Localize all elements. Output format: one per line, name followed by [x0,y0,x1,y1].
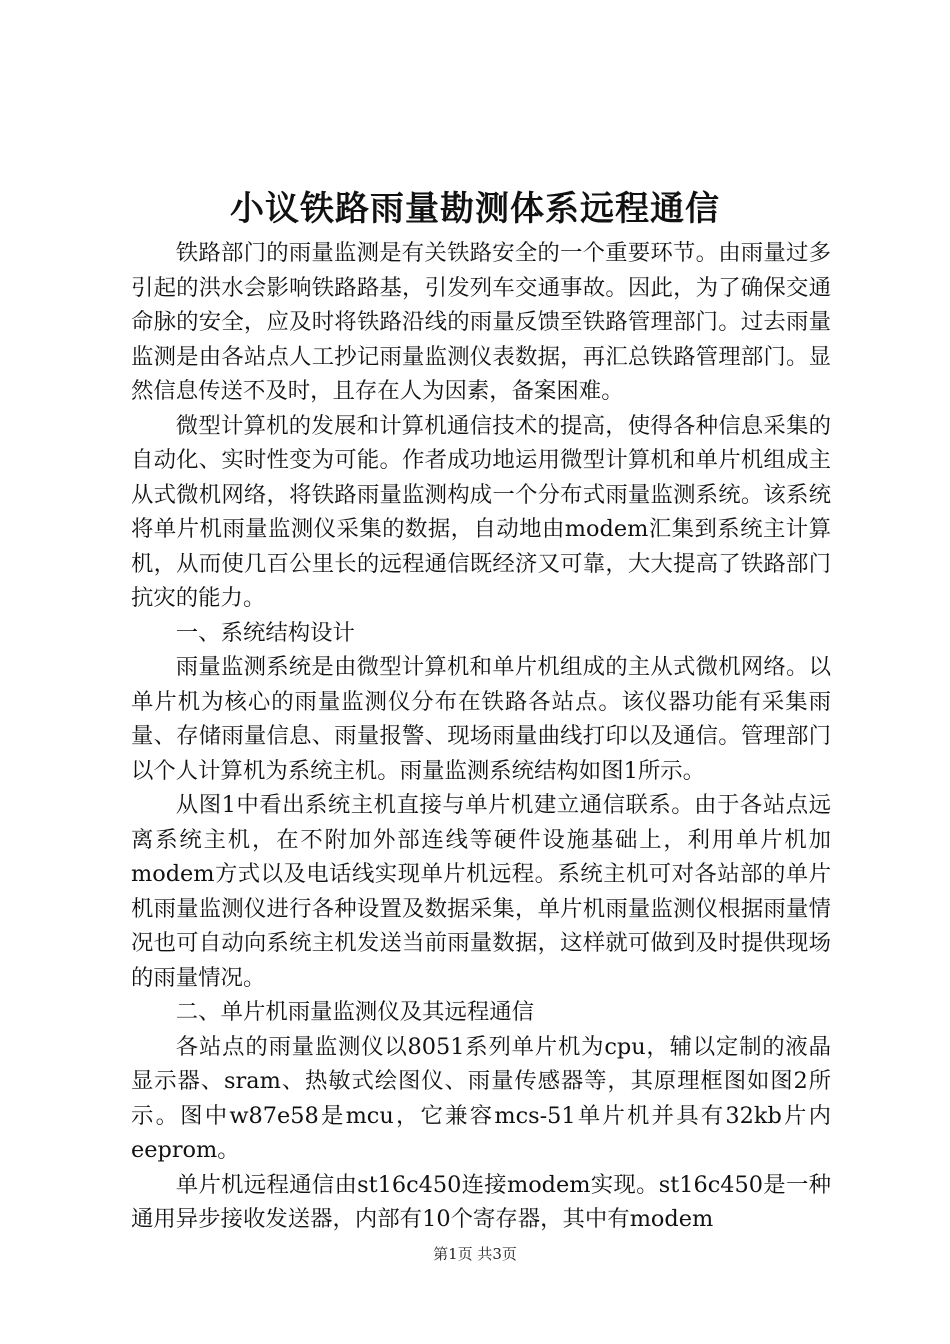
section-heading-structure: 一、系统结构设计 [175,619,355,646]
paragraph-structure-overview: 雨量监测系统是由微型计算机和单片机组成的主从式微机网络。以单片机为核心的雨量监测仪分布在铁路各站点。该仪器功能有采集雨量、存储雨量信息、雨量报警、现场雨量曲线打印以及通信。管理部门以个人计算机为系统主机。雨量监测系统结构如图1所示。 [131,654,831,784]
document-body [131,236,831,1237]
document-title: 小议铁路雨量勘测体系远程通信 [230,189,720,229]
page-number-footer: 第1页 共3页 [433,1245,517,1263]
paragraph-intro: 铁路部门的雨量监测是有关铁路安全的一个重要环节。由雨量过多引起的洪水会影响铁路路基，引发列车交通事故。因此，为了确保交通命脉的安全，应及时将铁路沿线的雨量反馈至铁路管理部门。过去雨量监测是由各站点人工抄记雨量监测仪表数据，再汇总铁路管理部门。显然信息传送不及时，且存在人为因素，备案困难。 [131,240,831,404]
paragraph-structure-detail: 从图1中看出系统主机直接与单片机建立通信联系。由于各站点远离系统主机，在不附加外部连线等硬件设施基础上，利用单片机加modem方式以及电话线实现单片机远程。系统主机可对各站部的单片机雨量监测仪进行各种设置及数据采集，单片机雨量监测仪根据雨量情况也可自动向系统主机发送当前雨量数据，这样就可做到及时提供现场的雨量情况。 [131,792,831,991]
paragraph-background: 微型计算机的发展和计算机通信技术的提高，使得各种信息采集的自动化、实时性变为可能。作者成功地运用微型计算机和单片机组成主从式微机网络，将铁路雨量监测构成一个分布式雨量监测系统。该系统将单片机雨量监测仪采集的数据，自动地由modem汇集到系统主计算机，从而使几百公里长的远程通信既经济又可靠，大大提高了铁路部门抗灾的能力。 [131,412,831,611]
paragraph-remote-communication: 单片机远程通信由st16c450连接modem实现。st16c450是一种通用异步接收发送器，内部有10个寄存器，其中有modem [131,1171,831,1232]
section-heading-monitor: 二、单片机雨量监测仪及其远程通信 [175,999,535,1025]
paragraph-monitor-hardware: 各站点的雨量监测仪以8051系列单片机为cpu，辅以定制的液晶显示器、sram、热敏式绘图仪、雨量传感器等，其原理框图如图2所示。图中w87e58是mcu，它兼容mcs-51单片机并具有32kb片内eeprom。 [131,1033,831,1163]
